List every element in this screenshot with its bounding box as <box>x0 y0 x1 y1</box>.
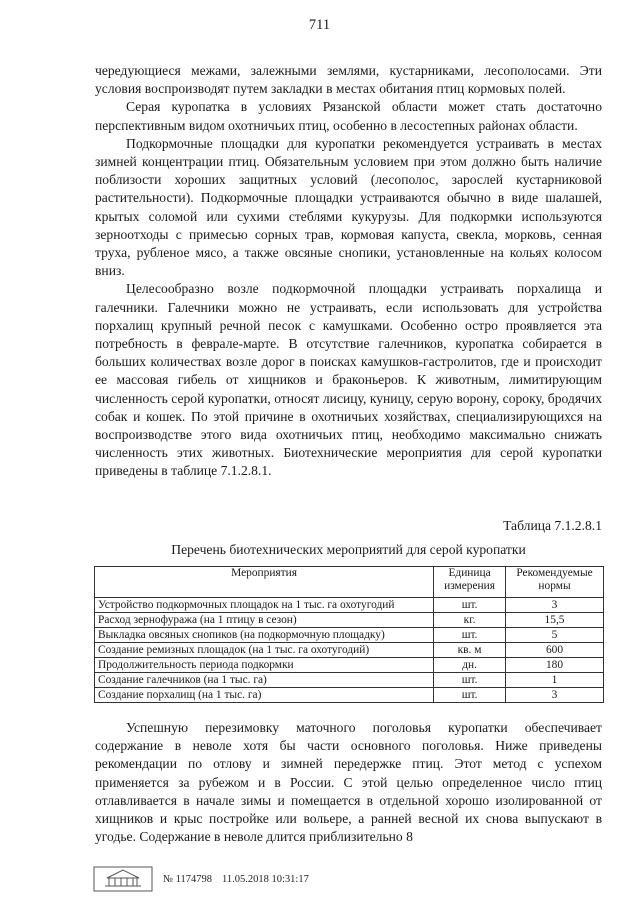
column-header: Рекомендуемые нормы <box>506 567 604 598</box>
table-header-row <box>95 567 604 598</box>
table-title: Перечень биотехнических мероприятий для серой куропатки <box>171 542 526 557</box>
table-row <box>95 598 604 613</box>
government-building-stamp-icon <box>93 866 153 892</box>
table-cell: шт. <box>434 673 506 688</box>
table-row <box>95 673 604 688</box>
paragraph: Целесообразно возле подкормочной площадки устраивать порхалища и галечники. Галечники можно не устраивать, если использовать для устройства порхалищ крупный речной песок с камушками. Особенно остро проявляется эта потребность в феврале-марте. В отсутствие галечников, куропатка собирается в больших количествах возле дорог в поисках камушков-гастролитов, где и происходит ее массовая гибель от хищников и браконьеров. К животным, лимитирующим численность серой куропатки, относят лисицу, куницу, серую ворону, сороку, бродячих собак и кошек. По этой причине в охотничьих хозяйствах, специализирующихся на воспроизводстве этого вида охотничьих птиц, необходимо максимально снижать численность этих животных. Биотехнические мероприятия для серой куропатки приведены в таблице 7.1.2.8.1. <box>95 281 602 479</box>
table-row <box>95 688 604 703</box>
table-row <box>95 628 604 643</box>
table-row <box>95 613 604 628</box>
table-label: Таблица 7.1.2.8.1 <box>503 518 602 533</box>
table-cell: 3 <box>506 688 604 703</box>
document-footer <box>93 866 309 892</box>
table-cell: Расход зернофуража (на 1 птицу в сезон) <box>95 613 434 628</box>
table-cell: Выкладка овсяных снопиков (на подкормочную площадку) <box>95 628 434 643</box>
table-row <box>95 643 604 658</box>
table-cell: Устройство подкормочных площадок на 1 тыс. га охотугодий <box>95 598 434 613</box>
paragraph: чередующиеся межами, залежными землями, кустарниками, лесополосами. Эти условия воспроизводят путем закладки в местах обитания птиц кормовых полей. <box>95 63 602 97</box>
table-cell: 3 <box>506 598 604 613</box>
table-cell: Создание порхалищ (на 1 тыс. га) <box>95 688 434 703</box>
measures-table <box>94 566 604 703</box>
table-cell: Создание ремизных площадок (на 1 тыс. га охотугодий) <box>95 643 434 658</box>
table-cell: шт. <box>434 688 506 703</box>
table-cell: шт. <box>434 628 506 643</box>
intro-text <box>95 62 602 481</box>
table-cell: шт. <box>434 598 506 613</box>
column-header: Мероприятия <box>95 567 434 598</box>
table-cell: 5 <box>506 628 604 643</box>
table-cell: Продолжительность периода подкормки <box>95 658 434 673</box>
document-number: № 1174798 <box>163 873 213 885</box>
document-timestamp: 11.05.2018 10:31:17 <box>222 873 309 885</box>
table-cell: 15,5 <box>506 613 604 628</box>
page-number: 711 <box>308 17 331 33</box>
closing-text <box>95 719 602 846</box>
table-cell: кг. <box>434 613 506 628</box>
paragraph: Подкормочные площадки для куропатки рекомендуется устраивать в местах зимней концентрации птиц. Обязательным условием при этом должно быть наличие поблизости хороших защитных условий (лесополос, зарослей кустарниковой растительности). Подкормочные площадки устраиваются обычно в виде шалашей, крытых соломой или сухими стеблями кукурузы. Для подкормки используются зерноотходы с примесью сорных трав, кормовая капуста, свекла, морковь, сенная труха, рубленое мясо, а также овсяные снопики, установленные на кольях колосом вниз. <box>95 135 602 279</box>
column-header: Единица измерения <box>434 567 506 598</box>
paragraph: Успешную перезимовку маточного поголовья куропатки обеспечивает содержание в неволе хотя бы части основного поголовья. Ниже приведены рекомендации по отлову и зимней передержке птиц. Этот метод с успехом применяется за рубежом и в России. С этой целью определенное число птиц отлавливается в начале зимы и помещается в отдельной хорошо изолированной от хищников и крыс постройке или вольере, а ранней весной их снова выпускают в угодье. Содержание в неволе длится приблизительно 8 <box>95 720 602 845</box>
table-cell: дн. <box>434 658 506 673</box>
table-cell: 1 <box>506 673 604 688</box>
table-row <box>95 658 604 673</box>
table-cell: Создание галечников (на 1 тыс. га) <box>95 673 434 688</box>
paragraph: Серая куропатка в условиях Рязанской области может стать достаточно перспективным видом охотничьих птиц, особенно в лесостепных районах области. <box>95 99 602 133</box>
table-cell: 600 <box>506 643 604 658</box>
table-cell: 180 <box>506 658 604 673</box>
table-cell: кв. м <box>434 643 506 658</box>
